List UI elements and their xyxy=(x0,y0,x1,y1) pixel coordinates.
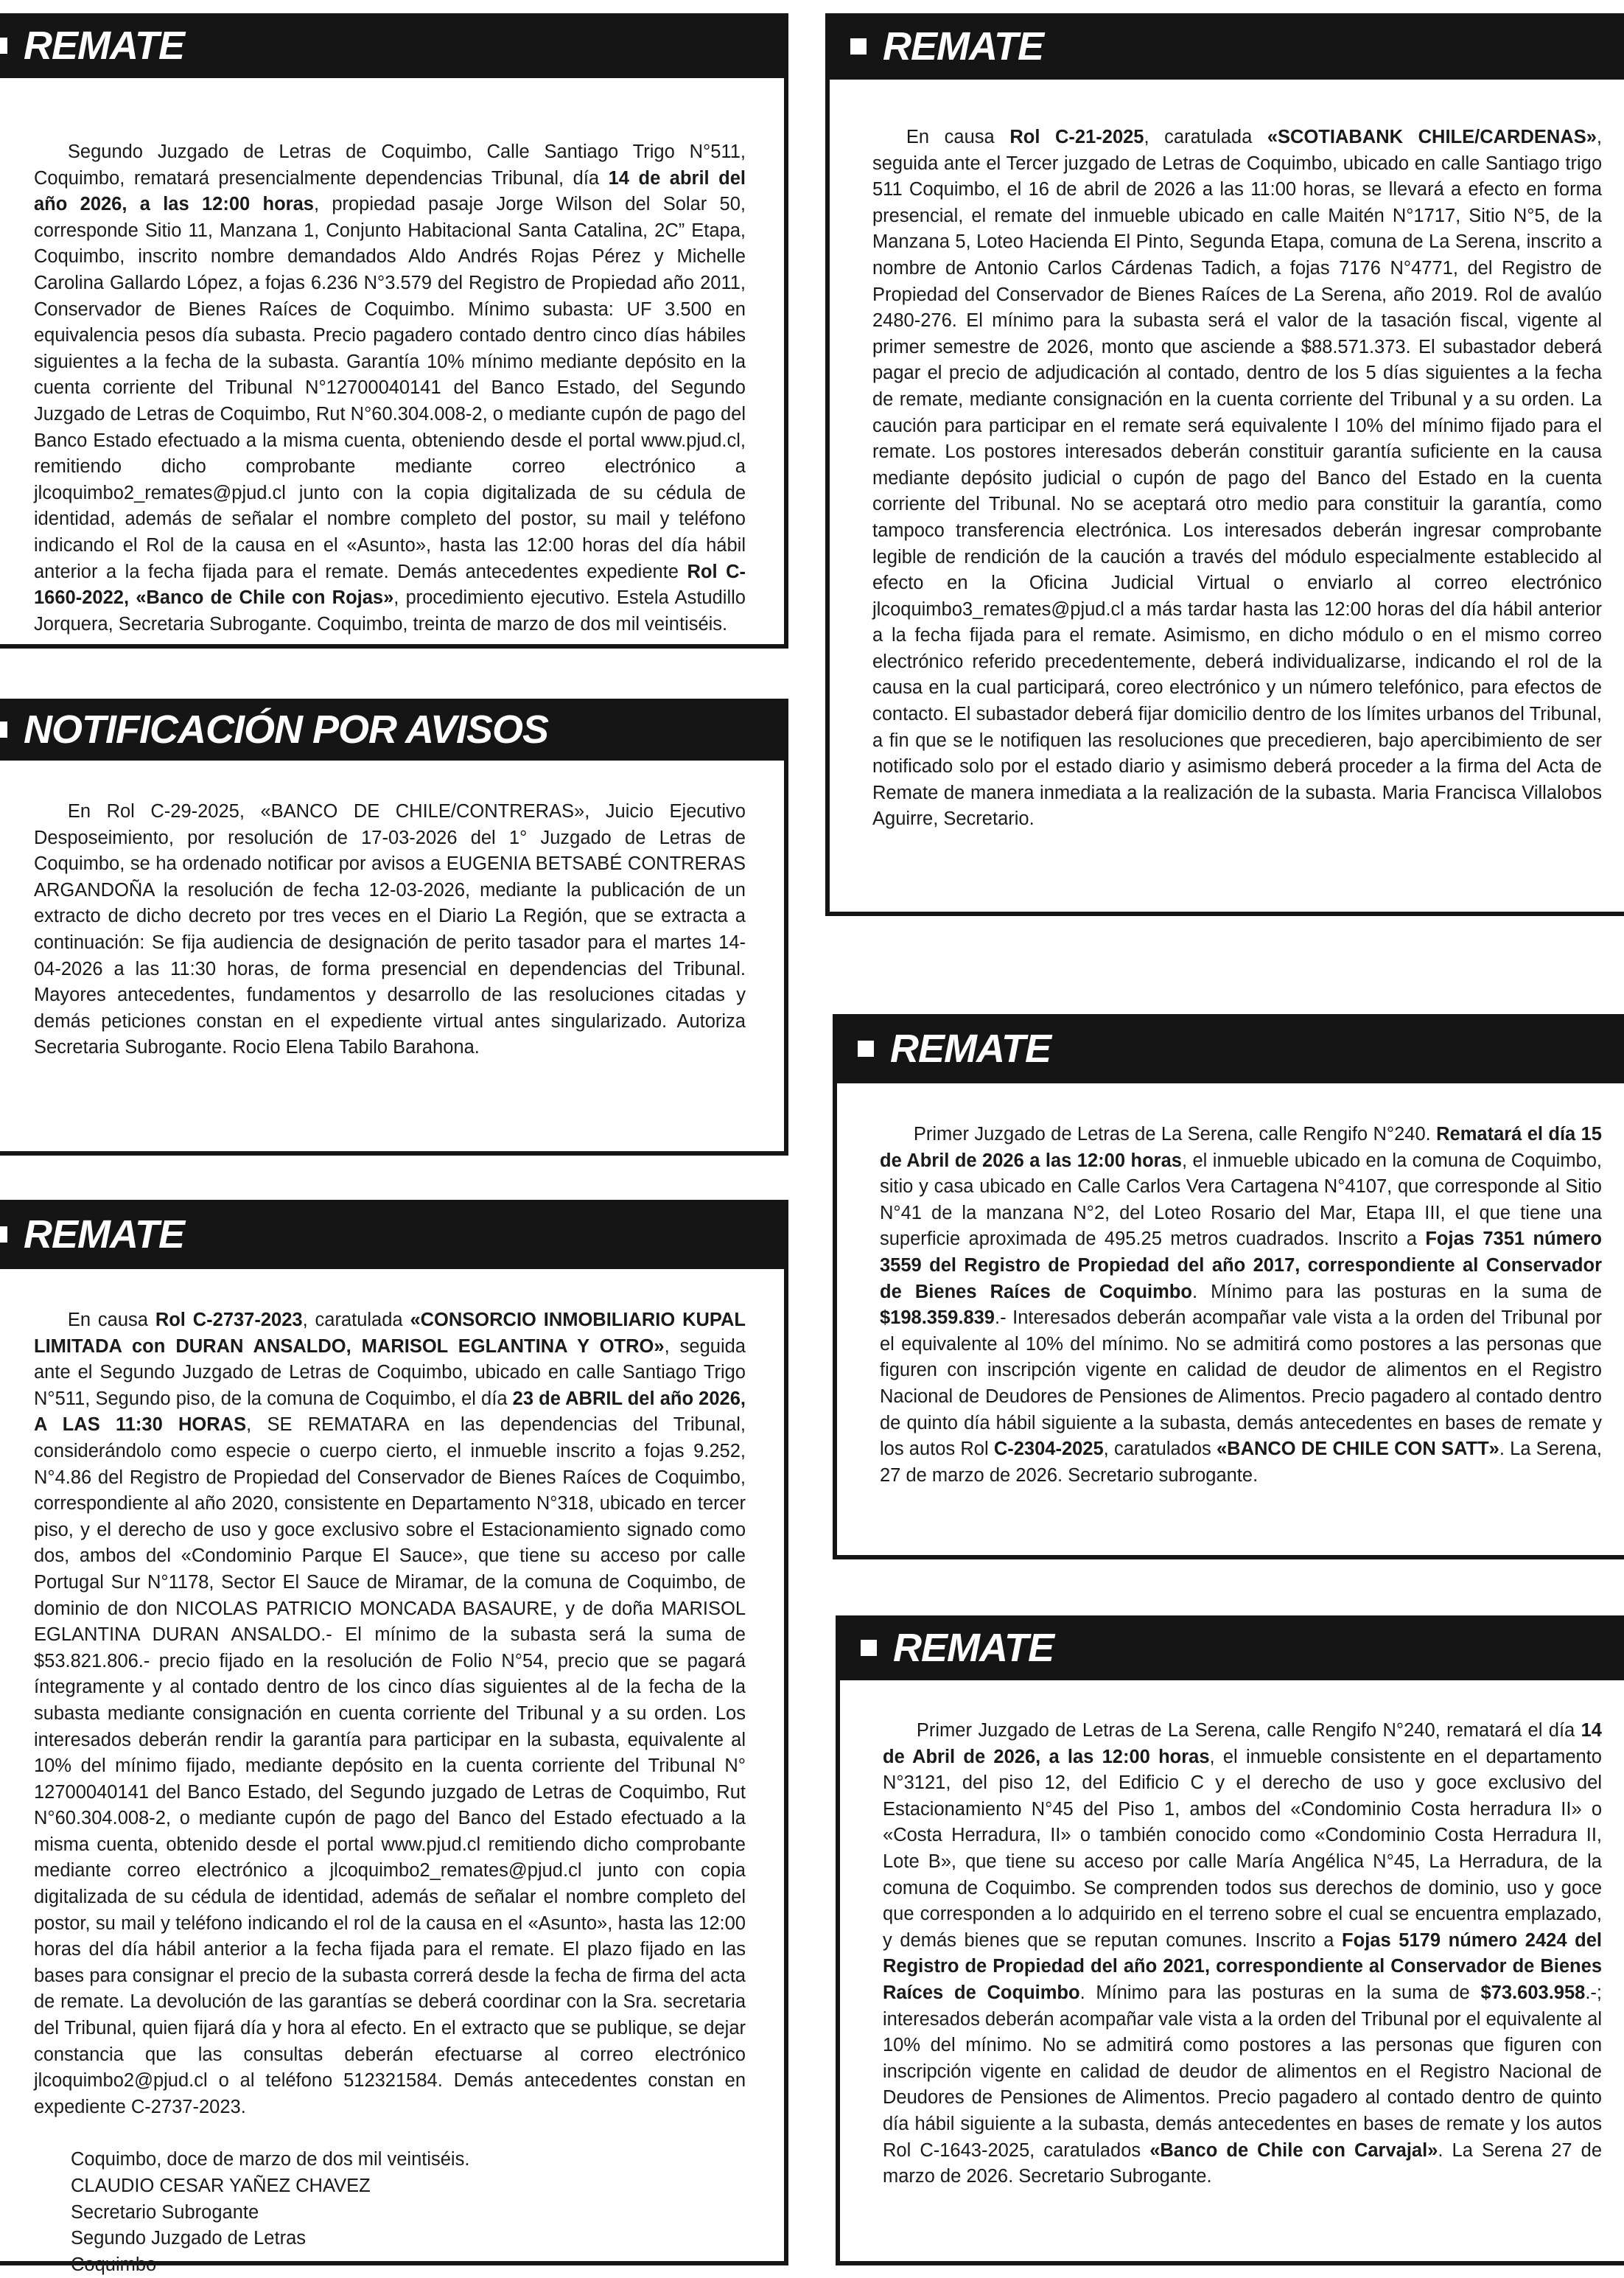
notice-paragraph: Segundo Juzgado de Letras de Coquimbo, Calle Santiago Trigo N°511, Coquimbo, rematará presencialmente dependencias Tribunal, día 14 de abril del año 2026, a las 12:00 horas, propiedad pasaje Jorge Wilson del Solar 50, corresponde Sitio 11, Manzana 1, Conjunto Habitacional Santa Catalina, 2C” Etapa, Coquimbo, inscrito nombre demandados Aldo Andrés Rojas Pérez y Michelle Carolina Gallardo López, a fojas 6.236 N°3.579 del Registro de Propiedad año 2011, Conservador de Bienes Raíces de Coquimbo. Mínimo subasta: UF 3.500 en equivalencia pesos día subasta. Precio pagadero contado dentro cinco días hábiles siguientes a la fecha de la subasta. Garantía 10% mínimo mediante depósito en la cuenta corriente del Tribunal N°12700040141 del Banco Estado, del Segundo Juzgado de Letras de Coquimbo, Rut N°60.304.008-2, o mediante cupón de pago del Banco Estado efectuado a la misma cuenta, obteniendo desde el portal www.pjud.cl, remitiendo dicho comprobante mediante correo electrónico a jlcoquimbo2_remates@pjud.cl junto con la copia digitalizada de su cédula de identidad, además de señalar el nombre completo del postor, su mail y teléfono indicando el Rol de la causa en el «Asunto», hasta las 12:00 horas del día hábil anterior a la fecha fijada para el remate. Demás antecedentes expediente Rol C-1660-2022, «Banco de Chile con Rojas», procedimiento ejecutivo. Estela Astudillo Jorquera, Secretaria Subrogante. Coquimbo, treinta de marzo de dos mil veintiséis. xyxy=(34,141,746,635)
notice-title: REMATE xyxy=(883,24,1043,69)
notice-body xyxy=(880,1122,1602,1489)
signature-block xyxy=(34,2147,746,2278)
square-bullet-icon xyxy=(0,38,7,54)
notice-header xyxy=(833,1014,1624,1083)
notice-remate-4 xyxy=(825,13,1624,916)
notice-header xyxy=(0,1200,788,1269)
signature-line: CLAUDIO CESAR YAÑEZ CHAVEZ xyxy=(71,2176,371,2196)
notice-paragraph: En causa Rol C-21-2025, caratulada «SCOTIABANK CHILE/CARDENAS», seguida ante el Tercer juzgado de Letras de Coquimbo, ubicado en calle Santiago trigo 511 Coquimbo, el 16 de abril de 2026 a las 11:00 horas, se llevará a efecto en forma presencial, el remate del inmueble ubicado en calle Maitén N°1717, Sitio N°5, de la Manzana 5, Loteo Hacienda El Pinto, Segunda Etapa, comuna de La Serena, inscrito a nombre de Antonio Carlos Cárdenas Tadich, a fojas 7176 N°4771, del Registro de Propiedad del Conservador de Bienes Raíces de La Serena, año 2019. Rol de avalúo 2480-276. El mínimo para la subasta será el valor de la tasación fiscal, vigente al primer semestre de 2026, monto que asciende a $88.571.373. El subastador deberá pagar el precio de adjudicación al contado, dentro de los 5 días siguientes a la fecha de remate, mediante consignación en la cuenta corriente del Tribunal y a su orden. La caución para participar en el remate será equivalente l 10% del mínimo fijado para el remate. Los postores interesados deberán constituir garantía suficiente en la causa mediante depósito judicial o cupón de pago del Banco del Estado en la cuenta corriente del Tribunal. No se aceptará otro medio para constituir la garantía, como tampoco transferencia electrónica. Los interesados deberán ingresar comprobante legible de rendición de la caución a través del módulo especialmente establecido al efecto en la Oficina Judicial Virtual o enviarlo al correo electrónico jlcoquimbo3_remates@pjud.cl a más tardar hasta las 12:00 horas del día hábil anterior a la fecha fijada para el remate. Asimismo, en dicho módulo o en el mismo correo electrónico referido precedentemente, deberá individualizarse, indicando el rol de la causa en la cual participará, coreo electrónico y un número telefónico, para efectos de contacto. El subastador deberá fijar domicilio dentro de los límites urbanos del Tribunal, a fin que se le notifiquen las resoluciones que precedieren, bajo apercibimiento de ser notificado solo por el estado diario y asimismo deberá proceder a la firma del Acta de Remate de manera inmediata a la realización de la subasta. Maria Francisca Villalobos Aguirre, Secretario. xyxy=(872,127,1603,830)
signature-line: Coquimbo xyxy=(71,2254,157,2275)
notice-remate-6 xyxy=(836,1615,1624,2265)
notice-title: NOTIFICACIÓN POR AVISOS xyxy=(24,707,549,752)
notice-paragraph: En causa Rol C-2737-2023, caratulada «CONSORCIO INMOBILIARIO KUPAL LIMITADA con DURAN ANSALDO, MARISOL EGLANTINA Y OTRO», seguida ante el Segundo Juzgado de Letras de Coquimbo, ubicado en calle Santiago Trigo N°511, Segundo piso, de la comuna de Coquimbo, el día 23 de ABRIL del año 2026, A LAS 11:30 HORAS, SE REMATARA en las dependencias del Tribunal, considerándolo como especie o cuerpo cierto, el inmueble inscrito a fojas 9.252, N°4.86 del Registro de Propiedad del Conservador de Bienes Raíces de Coquimbo, correspondiente al año 2020, consistente en Departamento N°318, ubicado en tercer piso, y el derecho de uso y goce exclusivo sobre el Estacionamiento signado como dos, ambos del «Condominio Parque El Sauce», que tiene su acceso por calle Portugal Sur N°1178, Sector El Sauce de Miramar, de la comuna de Coquimbo, de dominio de don NICOLAS PATRICIO MONCADA BASAURE, y de doña MARISOL EGLANTINA DURAN ANSALDO.- El mínimo de la subasta será la suma de $53.821.806.- precio fijado en la resolución de Folio N°54, precio que se pagará íntegramente y al contado dentro de los cinco días siguientes al de la fecha de la subasta mediante consignación en cuenta corriente del Tribunal y a su orden. Los interesados deberán rendir la garantía para participar en la subasta, equivalente al 10% del mínimo fijado, mediante depósito en la cuenta corriente del Tribunal N° 12700040141 del Banco Estado, del Segundo juzgado de Letras de Coquimbo, Rut N°60.304.008-2, o mediante cupón de pago del Banco del Estado efectuado a la misma cuenta, obtenido desde el portal www.pjud.cl remitiendo dicho comprobante mediante correo electrónico a jlcoquimbo2_remates@pjud.cl junto con copia digitalizada de su cédula de identidad, además de señalar el nombre completo del postor, su mail y teléfono indicando el rol de la causa en el «Asunto», hasta las 12:00 horas del día hábil anterior a la fecha fijada para el remate. El plazo fijado en las bases para consignar el precio de la subasta correrá desde la fecha de firma del acta de remate. La devolución de las garantías se deberá coordinar con la Sra. secretaria del Tribunal, quien fijará día y hora al efecto. En el extracto que se publique, se dejar constancia que las consultas deberán efectuarse al correo electrónico jlcoquimbo2@pjud.cl o al teléfono 512321584. Demás antecedentes constan en expediente C-2737-2023. xyxy=(34,1310,746,2117)
notice-body xyxy=(872,125,1602,833)
notice-title: REMATE xyxy=(893,1626,1054,1670)
notice-remate-1 xyxy=(0,13,788,649)
square-bullet-icon xyxy=(858,1041,874,1057)
notice-header xyxy=(836,1615,1624,1680)
notice-paragraph: Primer Juzgado de Letras de La Serena, calle Rengifo N°240, rematará el día 14 de Abril de 2026, a las 12:00 horas, el inmueble consistente en el departamento N°3121, del piso 12, del Edificio C y el derecho de uso y goce exclusivo del Estacionamiento N°45 del Piso 1, ambos del «Condominio Costa herradura II» o «Costa Herradura, II» o también conocido como «Condominio Costa Herradura II, Lote B», que tiene su acceso por calle María Angélica N°45, La Herradura, de la comuna de Coquimbo. Se comprenden todos sus derechos de dominio, uso y goce que corresponden a lo adquirido en el terreno sobre el cual se encuentra emplazado, y demás bienes que se reputan comunes. Inscrito a Fojas 5179 número 2424 del Registro de Propiedad del año 2021, correspondiente al Conservador de Bienes Raíces de Coquimbo. Mínimo para las posturas en la suma de $73.603.958.-; interesados deberán acompañar vale vista a la orden del Tribunal por el equivalente al 10% del mínimo. No se admitirá como postores a las personas que figuren con inscripción vigente en calidad de deudor de alimentos en el Registro Nacional de Deudores de Pensiones de Alimentos. Precio pagadero al contado dentro de quinto día hábil siguiente a la subasta, demás antecedentes en bases de remate y los autos Rol C-1643-2025, caratulados «Banco de Chile con Carvajal». La Serena 27 de marzo de 2026. Secretario Subrogante. xyxy=(883,1720,1603,2187)
notice-body xyxy=(34,139,746,637)
notice-remate-5 xyxy=(833,1014,1624,1559)
square-bullet-icon xyxy=(850,38,867,55)
square-bullet-icon xyxy=(0,722,7,738)
notice-remate-3 xyxy=(0,1200,788,2275)
signature-line: Secretario Subrogante xyxy=(71,2201,259,2223)
notice-header xyxy=(0,699,788,761)
signature-line: Segundo Juzgado de Letras xyxy=(71,2228,306,2249)
square-bullet-icon xyxy=(861,1640,877,1656)
notice-title: REMATE xyxy=(24,1212,184,1257)
notice-paragraph: Primer Juzgado de Letras de La Serena, calle Rengifo N°240. Rematará el día 15 de Abril de 2026 a las 12:00 horas, el inmueble ubicado en la comuna de Coquimbo, sitio y casa ubicado en Calle Carlos Vera Cartagena N°4107, que corresponde al Sitio N°41 de la manzana N°2, del Loteo Rosario del Mar, Etapa III, el que tiene una superficie aproximada de 495.25 metros cuadrados. Inscrito a Fojas 7351 número 3559 del Registro de Propiedad del año 2017, correspondiente al Conservador de Bienes Raíces de Coquimbo. Mínimo para las posturas en la suma de $198.359.839.- Interesados deberán acompañar vale vista a la orden del Tribunal por el equivalente al 10% del mínimo. No se admitirá como postores a las personas que figuren con inscripción vigente en calidad de deudor de alimentos en el Registro Nacional de Deudores de Pensiones de Alimentos. Precio pagadero al contado dentro de quinto día hábil siguiente a la subasta, demás antecedentes en bases de remate y los autos Rol C-2304-2025, caratulados «BANCO DE CHILE CON SATT». La Serena, 27 de marzo de 2026. Secretario subrogante. xyxy=(880,1124,1603,1486)
signature-line: Coquimbo, doce de marzo de dos mil veintiséis. xyxy=(71,2149,470,2170)
notice-title: REMATE xyxy=(24,24,184,68)
notice-header xyxy=(825,13,1624,80)
notice-notificacion xyxy=(0,699,788,1156)
notice-paragraph: En Rol C-29-2025, «BANCO DE CHILE/CONTRERAS», Juicio Ejecutivo Desposeimiento, por resolución de 17-03-2026 del 1° Juzgado de Letras de Coquimbo, se ha ordenado notificar por avisos a EUGENIA BETSABÉ CONTRERAS ARGANDOÑA la resolución de fecha 12-03-2026, mediante la publicación de un extracto de dicho decreto por tres veces en el Diario La Región, que se extracta a continuación: Se fija audiencia de designación de perito tasador para el martes 14-04-2026 a las 11:30 horas, de forma presencial en dependencias del Tribunal. Mayores antecedentes, fundamentos y desarrollo de las resoluciones citadas y demás peticiones constan en el expediente virtual antes singularizado. Autoriza Secretaria Subrogante. Rocio Elena Tabilo Barahona. xyxy=(34,801,746,1058)
notice-title: REMATE xyxy=(890,1027,1051,1071)
notice-body xyxy=(34,1307,746,2278)
notice-body xyxy=(883,1718,1602,2190)
notice-body xyxy=(34,799,746,1061)
notice-header xyxy=(0,13,788,78)
square-bullet-icon xyxy=(0,1226,7,1243)
